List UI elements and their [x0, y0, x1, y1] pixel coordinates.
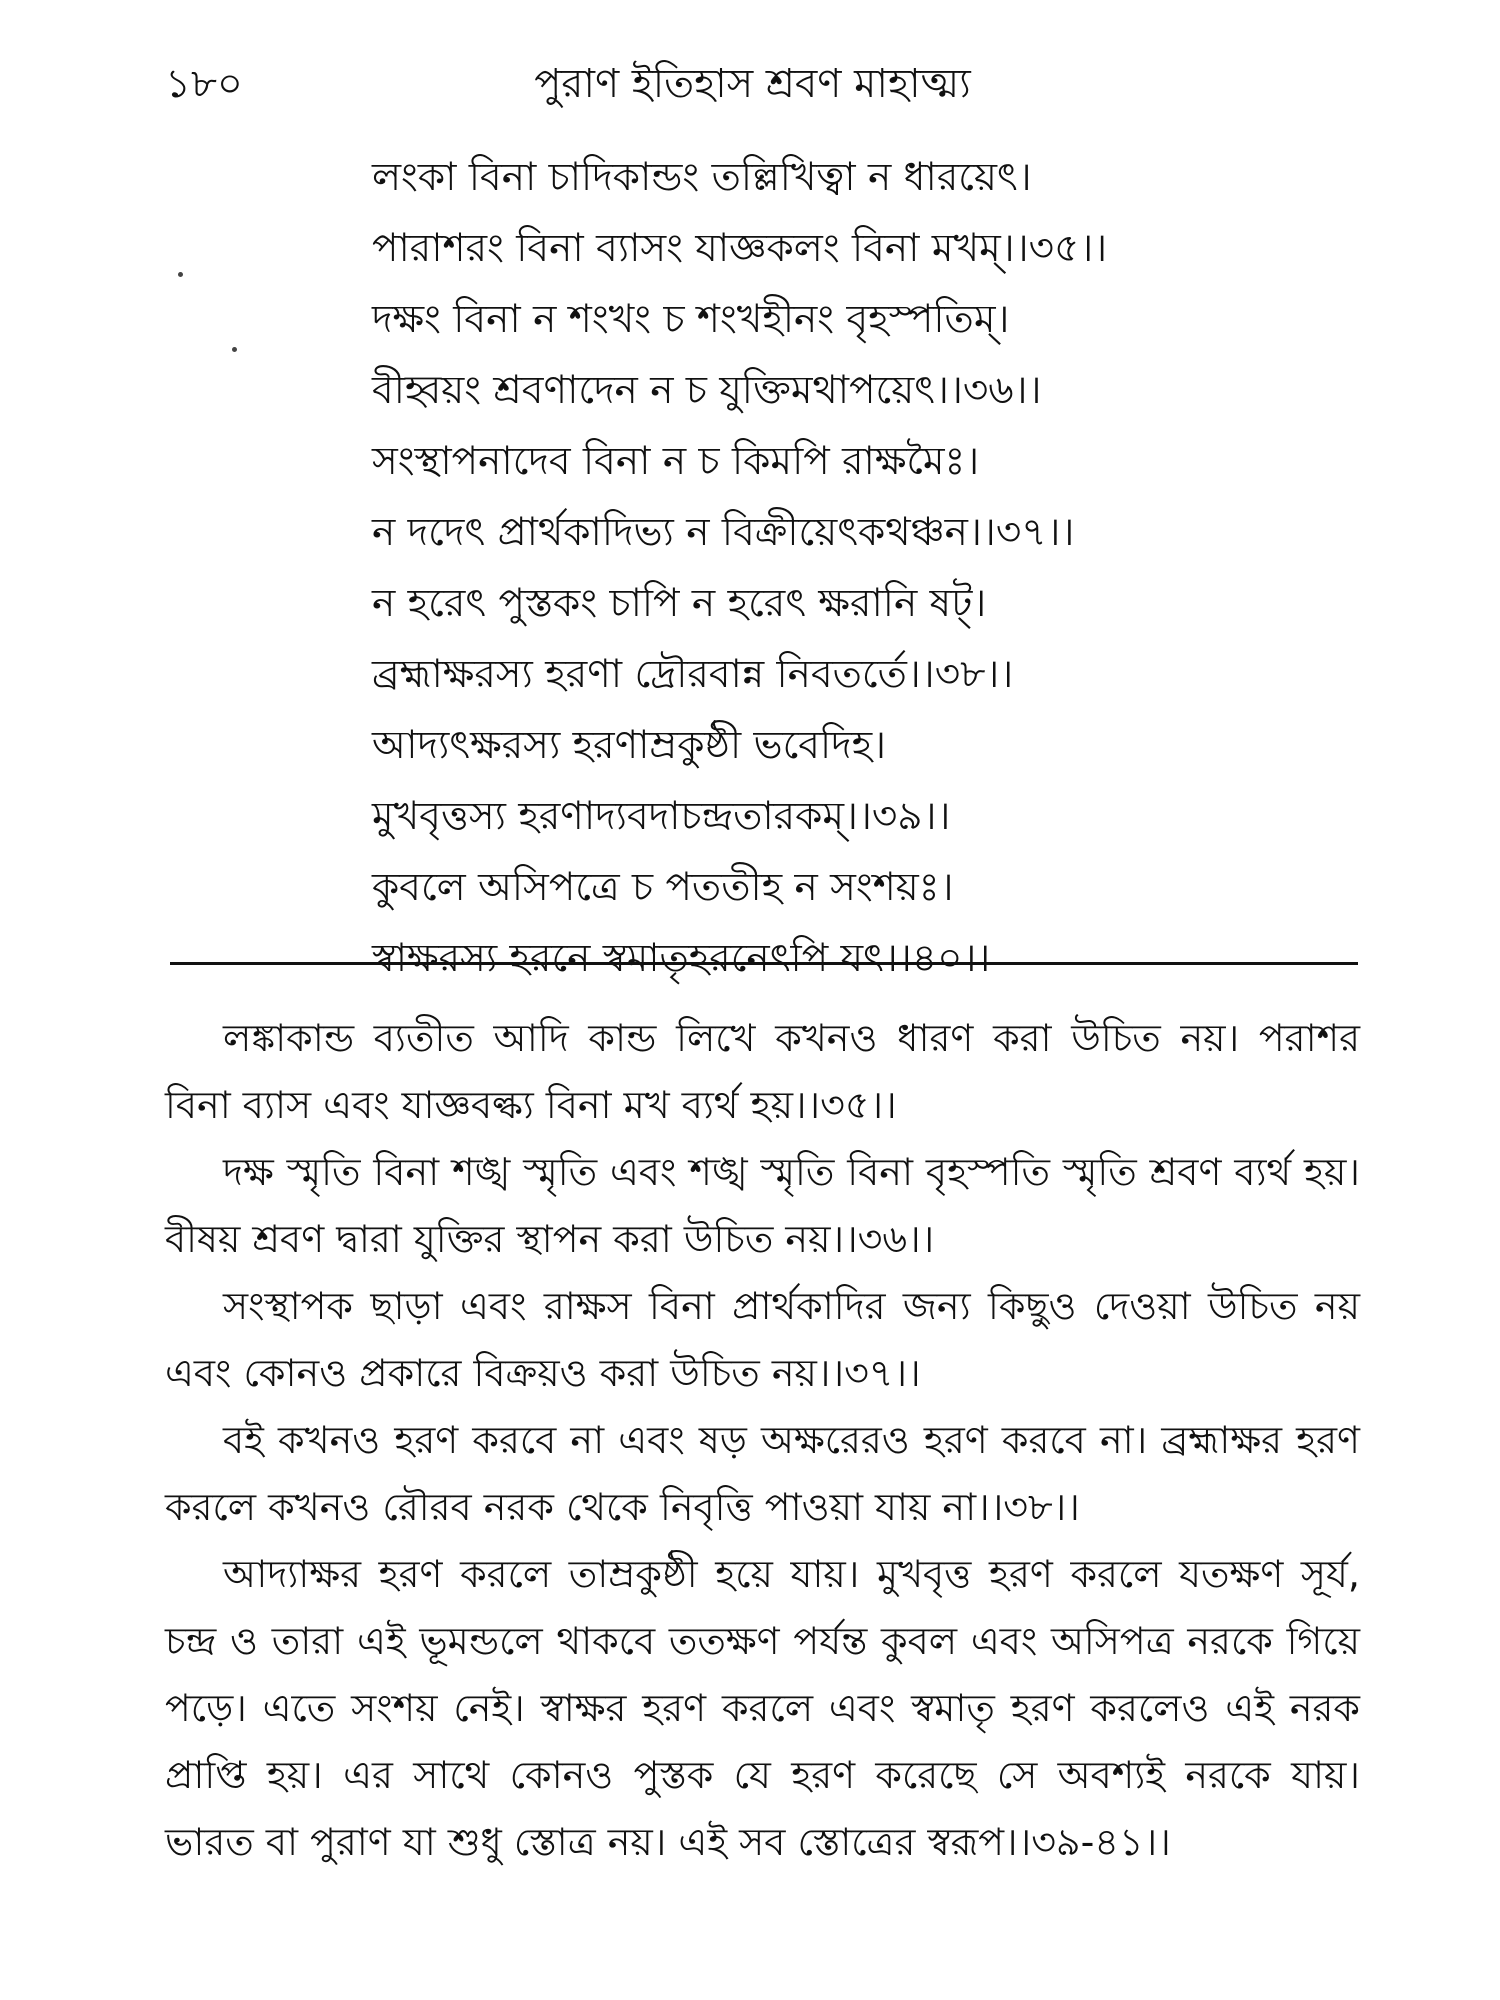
translation-paragraph: বই কখনও হরণ করবে না এবং ষড় অক্ষরেরও হরণ করবে না। ব্রহ্মাক্ষর হরণ করলে কখনও রৌরব নরক থেকে নিবৃত্তি পাওয়া যায় না।।৩৮।।: [165, 1418, 1360, 1529]
sanskrit-verses: [372, 142, 1372, 994]
page-number: ১৮০: [165, 61, 243, 107]
print-speck: [232, 347, 237, 352]
translation-paragraph: আদ্যাক্ষর হরণ করলে তাম্রকুষ্ঠী হয়ে যায়। মুখবৃত্ত হরণ করলে যতক্ষণ সূর্য, চন্দ্র ও তারা এই ভূমন্ডলে থাকবে ততক্ষণ পর্যন্ত কুবল এবং অসিপত্র নরকে গিয়ে পড়ে। এতে সংশয় নেই। স্বাক্ষর হরণ করলে এবং স্বমাতৃ হরণ করলেও এই নরক প্রাপ্তি হয়। এর সাথে কোনও পুস্তক যে হরণ করেছে সে অবশ্যই নরকে যায়। ভারত বা পুরাণ যা শুধু স্তোত্র নয়। এই সব স্তোত্রের স্বরূপ।।৩৯-৪১।।: [165, 1552, 1360, 1864]
verse-line: স্বাক্ষরস্য হরনে স্বমাতৃহরনেৎপি যৎ।।৪০।।: [372, 936, 991, 981]
translation-paragraph: সংস্থাপক ছাড়া এবং রাক্ষস বিনা প্রার্থকাদির জন্য কিছুও দেওয়া উচিত নয় এবং কোনও প্রকারে বিক্রয়ও করা উচিত নয়।।৩৭।।: [165, 1284, 1360, 1395]
verse-line: দক্ষং বিনা ন শংখং চ শংখহীনং বৃহস্পতিম্।: [372, 297, 1010, 342]
section-divider: [170, 962, 1358, 965]
verse-line: ব্রহ্মাক্ষরস্য হরণা দ্রৌরবান্ন নিবতর্তে।।৩৮।।: [372, 652, 1014, 697]
verse-line: লংকা বিনা চাদিকান্ডং তল্লিখিত্বা ন ধারয়েৎ।: [372, 155, 1032, 200]
translation-paragraph: দক্ষ স্মৃতি বিনা শঙ্খ স্মৃতি এবং শঙ্খ স্মৃতি বিনা বৃহস্পতি স্মৃতি শ্রবণ ব্যর্থ হয়। বীষয় শ্রবণ দ্বারা যুক্তির স্থাপন করা উচিত নয়।।৩৬।।: [165, 1150, 1360, 1261]
verse-line: সংস্থাপনাদেব বিনা ন চ কিমপি রাক্ষমৈঃ।: [372, 439, 980, 484]
translation-paragraph: লঙ্কাকান্ড ব্যতীত আদি কান্ড লিখে কখনও ধারণ করা উচিত নয়। পরাশর বিনা ব্যাস এবং যাজ্ঞবল্ক্য বিনা মখ ব্যর্থ হয়।।৩৫।।: [165, 1016, 1360, 1127]
verse-line: মুখবৃত্তস্য হরণাদ্যবদাচন্দ্রতারকম্।।৩৯।।: [372, 794, 951, 839]
print-speck: [178, 272, 183, 277]
verse-line: কুবলে অসিপত্রে চ পততীহ ন সংশয়ঃ।: [372, 865, 954, 910]
verse-line: বীহ্বয়ং শ্রবণাদেন ন চ যুক্তিমথাপয়েৎ।।৩৬।।: [372, 368, 1042, 413]
verse-line: ন হরেৎ পুস্তকং চাপি ন হরেৎ ক্ষরানি ষট্।: [372, 581, 987, 626]
verse-line: পারাশরং বিনা ব্যাসং যাজ্ঞকলং বিনা মখম্।।৩৫।।: [372, 226, 1108, 271]
running-title: পুরাণ ইতিহাস শ্রবণ মাহাত্ম্য: [534, 61, 971, 107]
page-header: [165, 52, 1340, 112]
verse-line: ন দদেৎ প্রার্থকাদিভ্য ন বিক্রীয়েৎকথঞ্চন।।৩৭।।: [372, 510, 1075, 555]
bengali-translation: [165, 1005, 1360, 1876]
verse-line: আদ্যৎক্ষরস্য হরণাম্রকুষ্ঠী ভবেদিহ।: [372, 723, 887, 768]
